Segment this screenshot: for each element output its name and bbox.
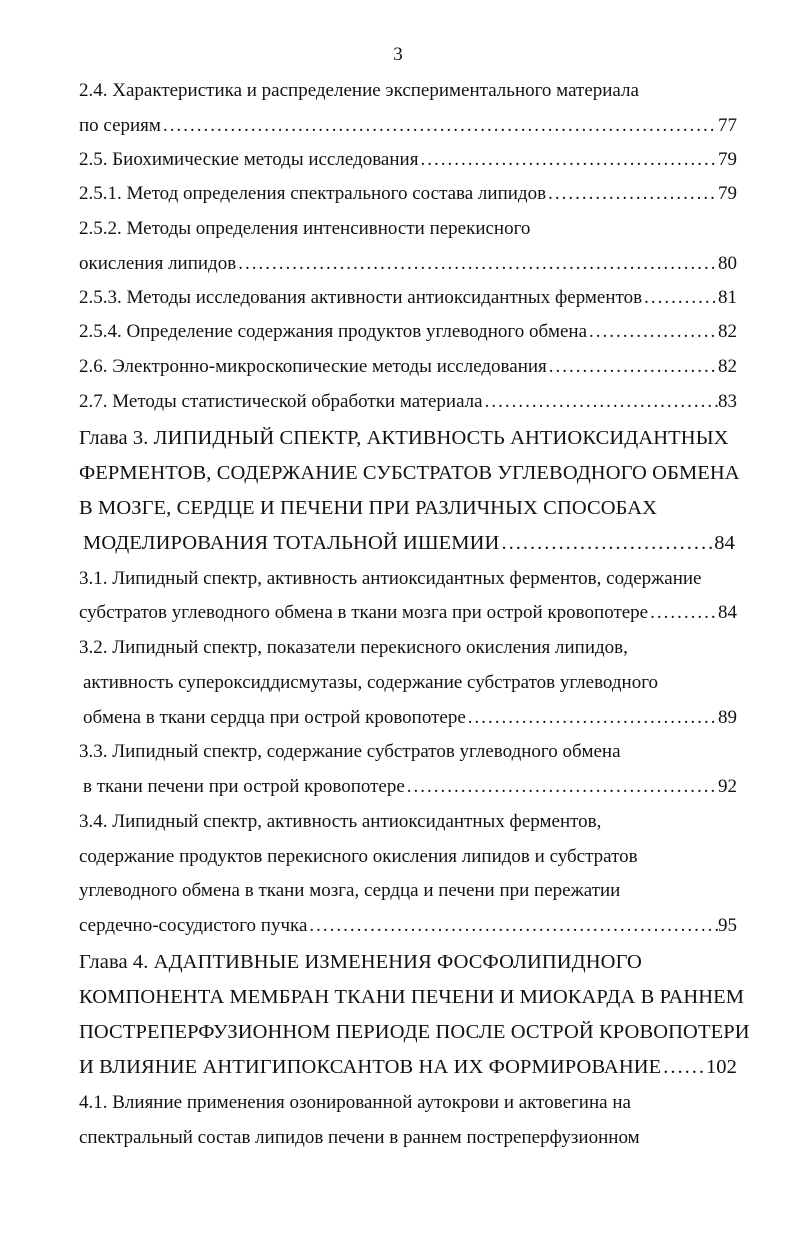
toc-entry: окисления липидов ..... 80: [79, 249, 737, 279]
dot-leader: [648, 598, 718, 628]
toc-line: 2.4. Характеристика и распределение экспериментального материала: [79, 80, 639, 101]
dot-leader: [307, 911, 718, 941]
toc-line: активность супероксиддисмутазы, содержание субстратов углеводного: [83, 672, 659, 693]
chapter-entry: МОДЕЛИРОВАНИЯ ТОТАЛЬНОЙ ИШЕМИИ ..... 84: [83, 528, 735, 558]
dot-leader: [661, 1052, 706, 1082]
toc-entry: 2.7. Методы статистической обработки материала ..... 83: [79, 387, 737, 417]
toc-entry: обмена в ткани сердца при острой кровопотере ..... 89: [83, 703, 737, 733]
dot-leader: [161, 111, 718, 141]
toc-line: углеводного обмена в ткани мозга, сердца и печени при пережатии: [79, 880, 621, 901]
toc-entry: сердечно-сосудистого пучка ..... 95: [79, 911, 737, 941]
toc-line: 3.1. Липидный спектр, активность антиоксидантных ферментов, содержание: [79, 568, 702, 589]
toc-entry: по сериям ..... 77: [79, 111, 737, 141]
toc-line: 4.1. Влияние применения озонированной аутокрови и актовегина на: [79, 1092, 631, 1113]
page-number: 3: [393, 44, 403, 65]
toc-line: содержание продуктов перекисного окисления липидов и субстратов: [79, 846, 638, 867]
toc-entry: субстратов углеводного обмена в ткани мозга при острой кровопотере ..... 84: [79, 598, 737, 628]
toc-entry: 2.5.1. Метод определения спектрального состава липидов ..... 79: [79, 179, 737, 209]
toc-line: 3.4. Липидный спектр, активность антиоксидантных ферментов,: [79, 811, 602, 832]
chapter-title-line: Глава 3. ЛИПИДНЫЙ СПЕКТР, АКТИВНОСТЬ АНТИОКСИДАНТНЫХ: [79, 427, 729, 449]
dot-leader: [418, 145, 718, 175]
toc-line: 2.5.2. Методы определения интенсивности перекисного: [79, 218, 531, 239]
chapter-entry: И ВЛИЯНИЕ АНТИГИПОКСАНТОВ НА ИХ ФОРМИРОВАНИЕ ..... 102: [79, 1052, 737, 1082]
chapter-title-line: Глава 4. АДАПТИВНЫЕ ИЗМЕНЕНИЯ ФОСФОЛИПИДНОГО: [79, 951, 642, 973]
toc-line: 3.2. Липидный спектр, показатели перекисного окисления липидов,: [79, 637, 628, 658]
dot-leader: [499, 528, 714, 558]
dot-leader: [546, 179, 718, 209]
toc-entry: 2.5.4. Определение содержания продуктов углеводного обмена ..... 82: [79, 317, 737, 347]
toc-line: спектральный состав липидов печени в раннем постреперфузионном: [79, 1127, 640, 1148]
toc-line: 3.3. Липидный спектр, содержание субстратов углеводного обмена: [79, 741, 621, 762]
dot-leader: [466, 703, 718, 733]
chapter-title-line: ПОСТРЕПЕРФУЗИОННОМ ПЕРИОДЕ ПОСЛЕ ОСТРОЙ КРОВОПОТЕРИ: [79, 1021, 750, 1043]
chapter-title-line: ФЕРМЕНТОВ, СОДЕРЖАНИЕ СУБСТРАТОВ УГЛЕВОДНОГО ОБМЕНА: [79, 462, 740, 484]
dot-leader: [236, 249, 718, 279]
toc-entry: 2.5.3. Методы исследования активности антиоксидантных ферментов ..... 81: [79, 283, 737, 313]
chapter-title-line: В МОЗГЕ, СЕРДЦЕ И ПЕЧЕНИ ПРИ РАЗЛИЧНЫХ СПОСОБАХ: [79, 497, 658, 519]
dot-leader: [483, 387, 718, 417]
dot-leader: [405, 772, 718, 802]
toc-entry: 2.6. Электронно-микроскопические методы исследования ..... 82: [79, 352, 737, 382]
dot-leader: [642, 283, 718, 313]
toc-entry: 2.5. Биохимические методы исследования ..... 79: [79, 145, 737, 175]
toc-entry: в ткани печени при острой кровопотере ..... 92: [83, 772, 737, 802]
dot-leader: [547, 352, 718, 382]
chapter-title-line: КОМПОНЕНТА МЕМБРАН ТКАНИ ПЕЧЕНИ И МИОКАРДА В РАННЕМ: [79, 986, 745, 1008]
dot-leader: [587, 317, 718, 347]
